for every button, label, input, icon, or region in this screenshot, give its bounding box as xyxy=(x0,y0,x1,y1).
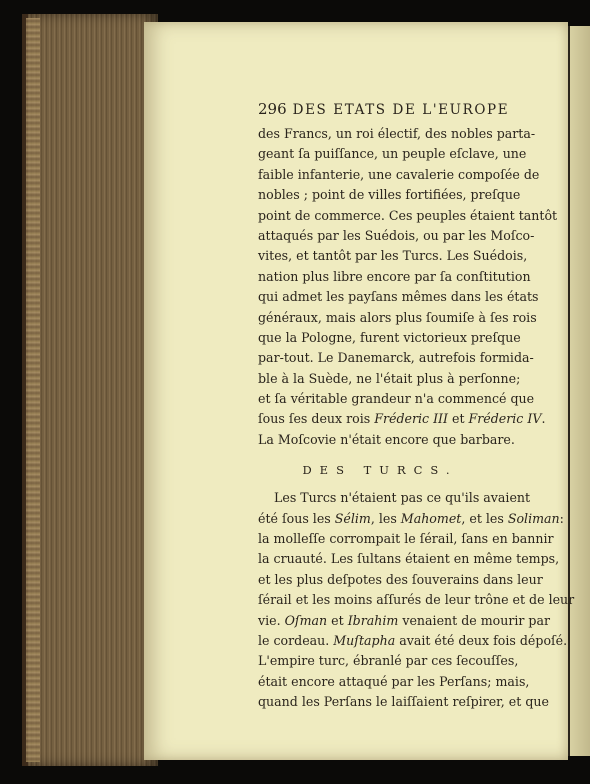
text-line xyxy=(258,590,575,610)
text-span: que la Pologne, furent victorieux preſque xyxy=(258,329,521,345)
book-fore-edge xyxy=(26,18,40,762)
text-span: par-tout. Le Danemarck, autrefois formida- xyxy=(258,350,534,366)
text-line xyxy=(258,348,534,368)
text-span: ſérail et les moins aſſurés de leur trône et de leur xyxy=(258,592,575,608)
paragraph-poland-sweden xyxy=(258,124,558,450)
text-span: la cruauté. Les ſultans étaient en même temps, xyxy=(258,551,560,567)
paragraph-turks xyxy=(258,488,575,712)
italic-name: Muſtapha xyxy=(333,632,396,648)
text-span: , les xyxy=(370,510,401,526)
italic-name: Sélim xyxy=(334,510,371,526)
page-text xyxy=(258,100,575,713)
text-span: généraux, mais alors plus ſoumiſe à ſes rois xyxy=(258,309,537,325)
text-line xyxy=(258,369,521,389)
text-span: la molleſſe corrompait le ſérail, ſans en bannir xyxy=(258,531,554,547)
text-line xyxy=(258,144,527,164)
text-line xyxy=(258,124,536,144)
text-line xyxy=(258,631,568,651)
text-line xyxy=(258,328,521,348)
running-head-title: DES ETATS DE L'EUROPE xyxy=(292,102,510,118)
text-span: et xyxy=(327,612,348,628)
italic-name: Fréderic IV xyxy=(468,411,542,427)
text-line xyxy=(258,165,540,185)
text-span: qui admet les payſans mêmes dans les états xyxy=(258,289,539,305)
italic-name: Fréderic III xyxy=(374,411,448,427)
italic-name: Ibrahim xyxy=(347,612,399,628)
text-line xyxy=(258,430,515,450)
page-number: 296 xyxy=(258,100,287,118)
text-span: ble à la Suède, ne l'était plus à perſonne; xyxy=(258,370,521,386)
italic-name: Soliman xyxy=(507,510,560,526)
text-span: geant ſa puiſſance, un peuple eſclave, une xyxy=(258,146,527,162)
text-line xyxy=(258,529,554,549)
text-line xyxy=(258,651,519,671)
text-span: était encore attaqué par les Perſans; mais, xyxy=(258,673,530,689)
text-line xyxy=(258,692,549,712)
text-line xyxy=(258,226,535,246)
text-span: attaqués par les Suédois, ou par les Moſco- xyxy=(258,227,535,243)
text-span: et xyxy=(448,411,469,427)
text-span: L'empire turc, ébranlé par ces ſecouſſes, xyxy=(258,653,519,669)
text-span: . xyxy=(541,411,546,427)
text-span: avait été deux fois dépoſé. xyxy=(395,632,568,648)
text-span: des Francs, un roi électif, des nobles parta- xyxy=(258,126,536,141)
book-page-edges xyxy=(22,14,158,766)
text-line xyxy=(258,267,531,287)
text-line xyxy=(258,185,521,205)
text-span: vie. xyxy=(258,612,285,628)
text-line xyxy=(258,389,535,409)
italic-name: Oſman xyxy=(284,612,328,628)
text-line xyxy=(258,672,530,692)
text-line xyxy=(258,246,528,266)
text-span: : xyxy=(559,510,564,526)
text-span: venaient de mourir par xyxy=(398,612,551,628)
text-span: La Moſcovie n'était encore que barbare. xyxy=(258,431,515,447)
text-span: le cordeau. xyxy=(258,632,334,648)
text-span: , et les xyxy=(461,510,508,526)
text-span: nobles ; point de villes fortifiées, preſque xyxy=(258,187,521,203)
section-title: DES TURCS. xyxy=(302,463,458,478)
text-line xyxy=(258,549,560,569)
text-line xyxy=(258,570,543,590)
text-span: faible infanterie, une cavalerie compoſée de xyxy=(258,166,540,182)
text-span: été ſous les xyxy=(258,510,335,526)
italic-name: Mahomet xyxy=(400,510,462,526)
text-span: vites, et tantôt par les Turcs. Les Suédois, xyxy=(258,248,528,264)
text-line xyxy=(258,287,539,307)
text-line xyxy=(258,611,551,631)
text-line xyxy=(258,488,531,508)
text-line xyxy=(258,308,537,328)
text-line xyxy=(258,509,564,529)
text-span: ſous ſes deux rois xyxy=(258,411,375,427)
facing-page-edge xyxy=(568,26,590,756)
text-span: point de commerce. Ces peuples étaient tantôt xyxy=(258,207,558,223)
text-span: et ſa véritable grandeur n'a commencé que xyxy=(258,391,535,407)
text-span: et les plus deſpotes des ſouverains dans leur xyxy=(258,571,543,587)
text-line xyxy=(258,409,546,429)
running-header xyxy=(258,100,510,118)
text-span: Les Turcs n'étaient pas ce qu'ils avaient xyxy=(274,490,531,506)
text-span: quand les Perſans le laiſſaient reſpirer, et que xyxy=(258,694,549,710)
text-span: nation plus libre encore par ſa conſtitution xyxy=(258,268,531,284)
text-line xyxy=(258,206,558,226)
